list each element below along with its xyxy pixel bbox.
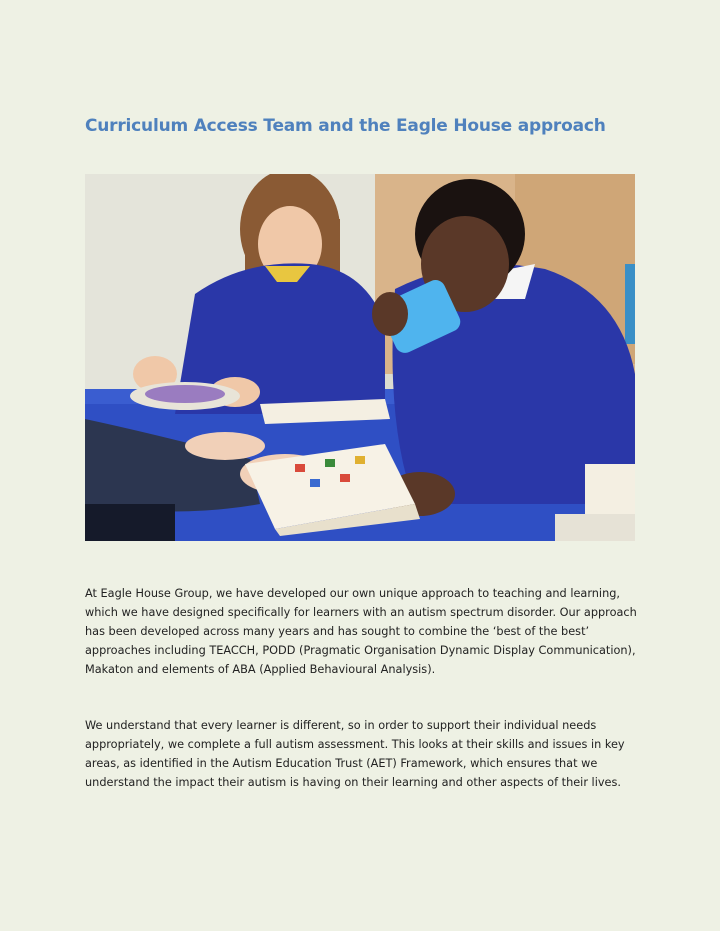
classroom-photo	[85, 174, 635, 541]
intro-paragraph: At Eagle House Group, we have developed our own unique approach to teaching and learning, which we have designed specifically for learners with an autism spectrum disorder. Our approach has been developed across many years and has sought to combine the ‘best of the best’ approaches including TEACCH, PODD (Pragmatic Organisation Dynamic Display Communication), Makaton and elements of ABA (Applied Behavioural Analysis).	[85, 587, 637, 676]
page-title: Curriculum Access Team and the Eagle House approach	[85, 116, 606, 136]
assessment-paragraph: We understand that every learner is different, so in order to support their individual needs appropriately, we complete a full autism assessment. This looks at their skills and issues in key areas, as identified in the Autism Education Trust (AET) Framework, which ensures that we understand the impact their autism is having on their learning and other aspects of their lives.	[85, 719, 625, 789]
